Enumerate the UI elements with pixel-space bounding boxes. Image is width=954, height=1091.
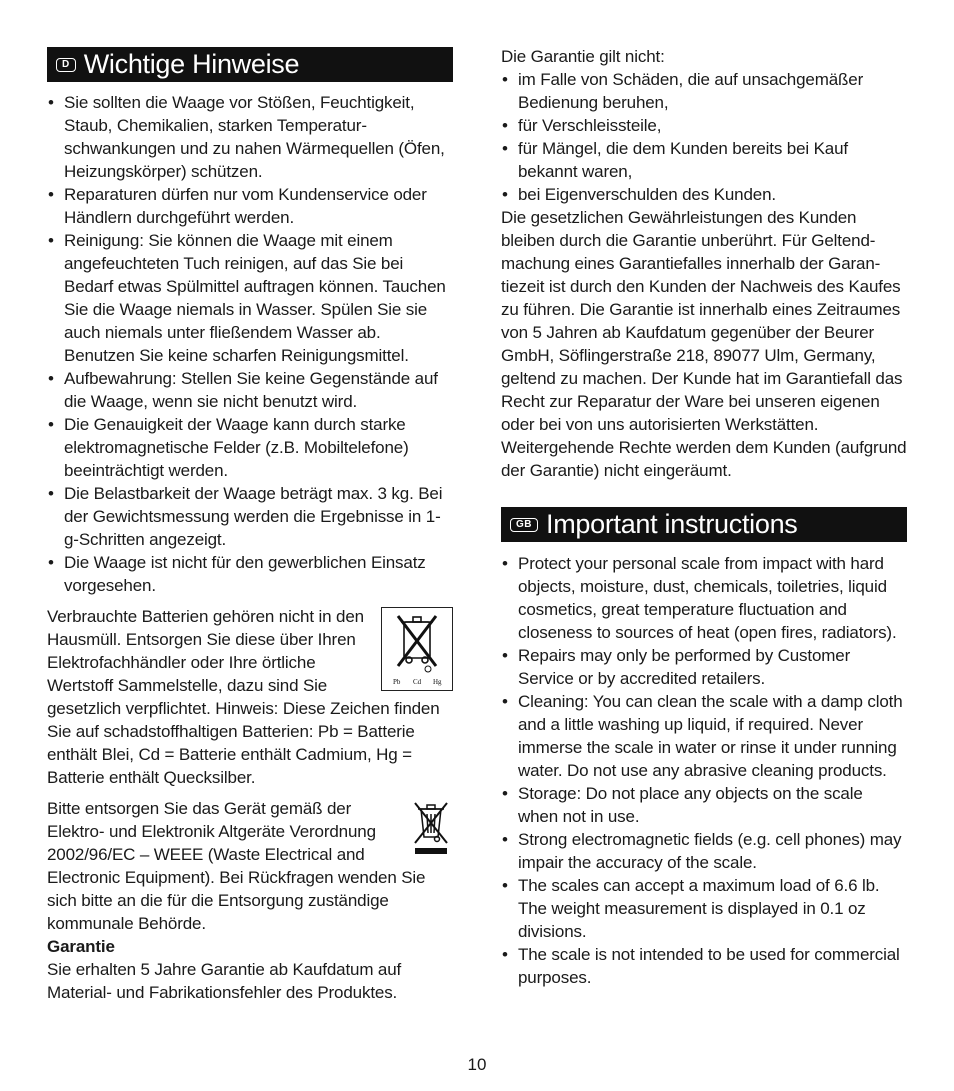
weee-paragraph: Bitte entsorgen Sie das Gerät gemäß der Elektro- und Elektronik Altgeräte Verordnung 2002/96/EC – WEEE (Waste Electrical and Electronic Equipment). Bei Rückfragen wenden Sie sich bitte an die für die Entsorgung zuständige kommunale Behörde. xyxy=(47,799,426,933)
warranty-text: Sie erhalten 5 Jahre Garantie ab Kaufdatum auf Material- und Fabrikationsfehler des Produktes. xyxy=(47,960,402,1002)
left-column xyxy=(47,47,453,1004)
weee-crossed-bin-icon xyxy=(409,799,453,857)
warranty-heading: Garantie xyxy=(47,937,115,956)
list-item: • The scales can accept a maximum load of 6.6 lb. The weight measurement is displayed in 0.1 oz divisions. xyxy=(501,874,907,943)
section-title: Wichtige Hinweise xyxy=(83,49,300,79)
list-item: • Repairs may only be performed by Customer Service or by accredited retailers. xyxy=(501,644,907,690)
list-item: • Aufbewahrung: Stellen Sie keine Gegenstände auf die Waage, wenn sie nicht benutzt wird. xyxy=(47,367,453,413)
list-item: • The scale is not intended to be used for commercial purposes. xyxy=(501,943,907,989)
list-item: • Protect your personal scale from impact with hard objects, moisture, dust, chemicals, toiletries, liquid cosmetics, great temperature fluctuation and closeness to sources of heat (open fires, radiators). xyxy=(501,552,907,644)
language-badge: GB xyxy=(510,518,538,532)
list-item: • bei Eigenverschulden des Kunden. xyxy=(501,183,907,206)
list-item: • Reparaturen dürfen nur vom Kundenservice oder Händlern durchgeführt werden. xyxy=(47,183,453,229)
page-number: 10 xyxy=(467,1055,487,1074)
warranty-paragraph: Die gesetzlichen Gewährleistungen des Kunden bleiben durch die Garantie unberührt. Für Geltendmachung eines Garantiefalles innerhalb der Garantiezeit ist durch den Kunden der Nachweis des Kaufes zu führen. Die Garantie ist innerhalb eines Zeitraumes von 5 Jahren ab Kaufdatum gegenüber der Beurer GmbH, Söflingerstraße 218, 89077 Ulm, Germany, geltend zu machen. Der Kunde hat im Garantiefall das Recht zur Reparatur der Ware bei unseren eigenen oder bei von uns autorisierten Werkstätten. Weitergehende Rechte werden dem Kunden (aufgrund der Garantie) nicht eingeräumt. xyxy=(501,208,907,480)
list-item: • Die Genauigkeit der Waage kann durch starke elektromagnetische Felder (z.B. Mobiltelefone) beeinträchtigt werden. xyxy=(47,413,453,482)
list-item: • Die Waage ist nicht für den gewerblichen Einsatz vorgesehen. xyxy=(47,551,453,597)
list-item: • im Falle von Schäden, die auf unsachgemäßer Bedienung beruhen, xyxy=(501,68,907,114)
battery-disposal-block xyxy=(47,605,453,789)
list-item: • Cleaning: You can clean the scale with a damp cloth and a little washing up liquid, if required. Never immerse the scale in water or rinse it under running water. Do not use any abrasive cleaning products. xyxy=(501,690,907,782)
section-header-english xyxy=(501,507,907,542)
warranty-exclusions-list xyxy=(501,68,907,206)
instructions-list xyxy=(47,91,453,597)
right-column xyxy=(501,45,907,989)
battery-label-hg: Hg xyxy=(433,678,442,686)
list-item: • Strong electromagnetic fields (e.g. cell phones) may impair the accuracy of the scale. xyxy=(501,828,907,874)
warranty-intro: Die Garantie gilt nicht: xyxy=(501,47,665,66)
battery-label-pb: Pb xyxy=(393,678,401,686)
instructions-list xyxy=(501,552,907,989)
list-item: • Die Belastbarkeit der Waage beträgt max. 3 kg. Bei der Gewichtsmessung werden die Ergebnisse in 1-g-Schritten angezeigt. xyxy=(47,482,453,551)
battery-label-cd: Cd xyxy=(413,678,422,686)
list-item: • Sie sollten die Waage vor Stößen, Feuchtigkeit, Staub, Chemikalien, starken Temperaturschwankungen und zu nahen Wärmequellen (Öfen, Heizungskörper) schützen. xyxy=(47,91,453,183)
battery-disposal-icon xyxy=(381,607,453,691)
list-item: • für Mängel, die dem Kunden bereits bei Kauf bekannt waren, xyxy=(501,137,907,183)
list-item: • Storage: Do not place any objects on the scale when not in use. xyxy=(501,782,907,828)
section-title: Important instructions xyxy=(546,509,798,539)
weee-block xyxy=(47,797,453,935)
section-header-german xyxy=(47,47,453,82)
language-badge: D xyxy=(56,58,76,72)
list-item: • für Verschleissteile, xyxy=(501,114,907,137)
battery-paragraph: Verbrauchte Batterien gehören nicht in den Hausmüll. Entsorgen Sie diese über Ihren Elektrofachhändler oder Ihre örtliche Wertstoff Sammelstelle, dazu sind Sie gesetzlich verpflichtet. Hinweis: Diese Zeichen finden Sie auf schadstoffhaltigen Batterien: Pb = Batterie enthält Blei, Cd = Batterie enthält Cadmium, Hg = Batterie enthält Quecksilber. xyxy=(47,607,440,787)
list-item: • Reinigung: Sie können die Waage mit einem angefeuchteten Tuch reinigen, auf das Sie bei Bedarf etwas Spülmittel auftragen können. Tauchen Sie die Waage niemals in Wasser. Spülen Sie sie auch niemals unter fließendem Wasser ab. Benutzen Sie keine scharfen Reinigungsmittel. xyxy=(47,229,453,367)
